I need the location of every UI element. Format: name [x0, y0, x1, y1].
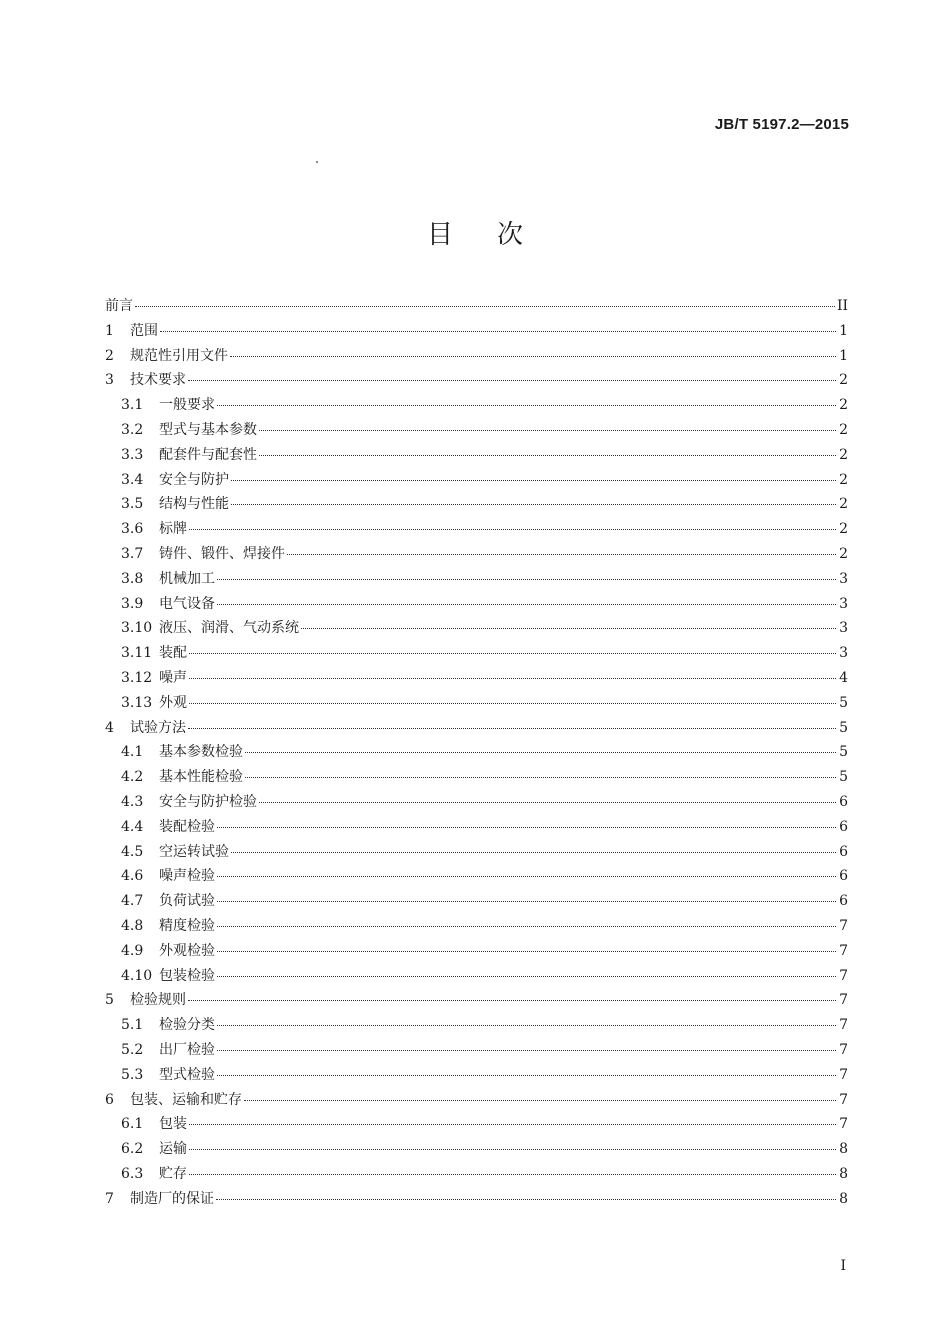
toc-entry-page: 7: [839, 1066, 848, 1083]
toc-entry-number: 3.7: [121, 545, 144, 562]
toc-entry[interactable]: [105, 517, 848, 542]
toc-entry[interactable]: [105, 889, 848, 914]
dot-leader: [217, 826, 836, 828]
dot-leader: [217, 578, 836, 580]
toc-entry-number: 6.2: [121, 1141, 144, 1158]
dot-leader: [188, 727, 836, 729]
toc-entry[interactable]: [105, 740, 848, 765]
toc-entry-number: 4.9: [121, 942, 144, 959]
toc-entry-title: 铸件、锻件、焊接件: [159, 545, 285, 562]
toc-entry-page: 7: [839, 1041, 848, 1058]
dot-leader: [217, 1074, 836, 1076]
dot-leader: [188, 379, 836, 381]
toc-entry-title: 试验方法: [130, 719, 186, 736]
toc-entry-page: 2: [839, 421, 848, 438]
toc-entry-title: 基本性能检验: [159, 769, 243, 786]
toc-entry-page: 2: [839, 397, 848, 414]
toc-entry-title: 型式与基本参数: [159, 421, 257, 438]
toc-entry-number: 6.1: [121, 1116, 144, 1133]
title-char-1: 目: [426, 220, 453, 250]
toc-entry-page: 7: [839, 967, 848, 984]
toc-entry-title: 检验规则: [130, 992, 186, 1009]
toc-entry[interactable]: [105, 368, 848, 393]
dot-leader: [216, 1198, 836, 1200]
toc-entry-page: 7: [839, 917, 848, 934]
toc-entry-number: 5.1: [121, 1017, 144, 1034]
toc-entry-page: 8: [839, 1165, 848, 1182]
toc-entry-page: 7: [839, 1116, 848, 1133]
toc-entry-number: 3.12: [121, 669, 153, 686]
toc-entry-number: 4.3: [121, 793, 144, 810]
toc-entry-page: 7: [839, 1017, 848, 1034]
toc-entry-title: 型式检验: [159, 1066, 215, 1083]
toc-entry-title: 包装检验: [159, 967, 215, 984]
dot-leader: [245, 751, 836, 753]
table-of-contents: [105, 294, 848, 1211]
toc-entry-title: 检验分类: [159, 1017, 215, 1034]
toc-entry[interactable]: [105, 815, 848, 840]
toc-entry-page: 8: [839, 1190, 848, 1207]
toc-entry-number: 3.11: [121, 645, 153, 662]
dot-leader: [259, 429, 836, 431]
toc-entry[interactable]: [105, 765, 848, 790]
toc-entry[interactable]: [105, 1088, 848, 1113]
toc-entry-title: 装配检验: [159, 818, 215, 835]
toc-entry-page: 4: [839, 669, 848, 686]
toc-entry-title: 机械加工: [159, 570, 215, 587]
scan-speck: [316, 161, 318, 163]
dot-leader: [231, 851, 836, 853]
toc-entry-title: 噪声检验: [159, 868, 215, 885]
toc-entry-page: 6: [839, 818, 848, 835]
dot-leader: [259, 454, 836, 456]
toc-entry-page: 2: [839, 372, 848, 389]
toc-entry[interactable]: [105, 592, 848, 617]
document-code: JB/T 5197.2—2015: [714, 116, 849, 133]
page-number: I: [840, 1258, 846, 1274]
toc-entry[interactable]: [105, 641, 848, 666]
dot-leader: [135, 305, 835, 307]
toc-entry-title: 配套件与配套性: [159, 446, 257, 463]
dot-leader: [217, 925, 836, 927]
dot-leader: [231, 479, 836, 481]
toc-entry-number: 6.3: [121, 1165, 144, 1182]
toc-entry-number: 4.6: [121, 868, 144, 885]
dot-leader: [245, 776, 836, 778]
toc-entry-number: 3.1: [121, 397, 144, 414]
toc-entry-page: 3: [839, 570, 848, 587]
toc-entry-title: 一般要求: [159, 397, 215, 414]
dot-leader: [301, 627, 836, 629]
toc-entry-page: 7: [839, 942, 848, 959]
dot-leader: [230, 355, 836, 357]
toc-entry-page: 8: [839, 1141, 848, 1158]
toc-entry[interactable]: [105, 666, 848, 691]
toc-entry-page: 5: [839, 719, 848, 736]
toc-entry-page: 2: [839, 545, 848, 562]
toc-entry[interactable]: [105, 418, 848, 443]
toc-entry[interactable]: [105, 1038, 848, 1063]
dot-leader: [188, 999, 836, 1001]
toc-entry-number: 3.3: [121, 446, 144, 463]
toc-entry[interactable]: [105, 294, 848, 319]
toc-entry-number: 5.2: [121, 1041, 144, 1058]
toc-entry[interactable]: [105, 1112, 848, 1137]
toc-entry-page: 2: [839, 496, 848, 513]
toc-entry-number: 3.5: [121, 496, 144, 513]
toc-entry-title: 结构与性能: [159, 496, 229, 513]
toc-entry[interactable]: [105, 393, 848, 418]
toc-entry-number: 5.3: [121, 1066, 144, 1083]
toc-entry-number: 3.4: [121, 471, 144, 488]
toc-entry[interactable]: [105, 1137, 848, 1162]
toc-entry-title: 包装、运输和贮存: [130, 1091, 242, 1108]
dot-leader: [217, 875, 836, 877]
toc-entry-number: 5: [105, 992, 114, 1009]
dot-leader: [189, 1148, 836, 1150]
toc-entry-page: 7: [839, 992, 848, 1009]
toc-entry-page: 3: [839, 645, 848, 662]
toc-entry-number: 3: [105, 372, 114, 389]
toc-entry-title: 范围: [130, 322, 158, 339]
dot-leader: [217, 900, 836, 902]
toc-entry[interactable]: [105, 1187, 848, 1212]
toc-entry-title: 贮存: [159, 1165, 187, 1182]
toc-entry-page: 6: [839, 843, 848, 860]
toc-entry-page: 2: [839, 521, 848, 538]
toc-entry[interactable]: [105, 864, 848, 889]
toc-entry[interactable]: [105, 344, 848, 369]
toc-entry-title: 负荷试验: [159, 893, 215, 910]
dot-leader: [231, 503, 836, 505]
toc-entry[interactable]: [105, 567, 848, 592]
dot-leader: [287, 553, 836, 555]
toc-entry-number: 3.10: [121, 620, 153, 637]
toc-entry-title: 技术要求: [130, 372, 186, 389]
toc-entry-page: 1: [839, 322, 848, 339]
toc-entry-number: 4.10: [121, 967, 153, 984]
toc-entry-page: 2: [839, 471, 848, 488]
toc-entry[interactable]: [105, 939, 848, 964]
toc-entry-title: 出厂检验: [159, 1041, 215, 1058]
toc-entry-page: 6: [839, 793, 848, 810]
toc-entry[interactable]: [105, 492, 848, 517]
toc-entry-number: 6: [105, 1091, 114, 1108]
toc-entry-title: 前言: [105, 298, 133, 314]
toc-entry-title: 液压、润滑、气动系统: [159, 620, 299, 637]
toc-entry-page: 3: [839, 620, 848, 637]
toc-entry[interactable]: [105, 542, 848, 567]
toc-entry-title: 精度检验: [159, 917, 215, 934]
toc-entry-page: 5: [839, 744, 848, 761]
dot-leader: [217, 603, 836, 605]
toc-entry-page: 6: [839, 868, 848, 885]
dot-leader: [217, 1024, 836, 1026]
dot-leader: [217, 404, 836, 406]
toc-entry-title: 标牌: [159, 521, 187, 538]
toc-entry-title: 制造厂的保证: [130, 1190, 214, 1207]
toc-entry[interactable]: [105, 914, 848, 939]
toc-entry-title: 外观: [159, 694, 187, 711]
toc-entry-page: II: [836, 298, 848, 314]
toc-entry-title: 运输: [159, 1141, 187, 1158]
dot-leader: [217, 975, 836, 977]
toc-entry[interactable]: [105, 616, 848, 641]
toc-entry[interactable]: [105, 840, 848, 865]
dot-leader: [217, 1049, 836, 1051]
toc-entry-number: 4.7: [121, 893, 144, 910]
toc-entry[interactable]: [105, 790, 848, 815]
toc-entry-number: 4.1: [121, 744, 144, 761]
toc-entry[interactable]: [105, 691, 848, 716]
toc-entry-number: 1: [105, 322, 114, 339]
toc-entry-number: 4.4: [121, 818, 144, 835]
dot-leader: [217, 950, 836, 952]
dot-leader: [189, 702, 836, 704]
toc-entry-page: 5: [839, 769, 848, 786]
toc-entry-number: 4.8: [121, 917, 144, 934]
toc-entry-number: 3.13: [121, 694, 153, 711]
toc-entry-title: 安全与防护检验: [159, 793, 257, 810]
toc-entry-page: 7: [839, 1091, 848, 1108]
dot-leader: [189, 528, 836, 530]
toc-entry-number: 3.8: [121, 570, 144, 587]
toc-entry[interactable]: [105, 319, 848, 344]
toc-entry-number: 3.9: [121, 595, 144, 612]
toc-entry-title: 安全与防护: [159, 471, 229, 488]
toc-entry-number: 4.5: [121, 843, 144, 860]
toc-entry[interactable]: [105, 468, 848, 493]
toc-entry[interactable]: [105, 988, 848, 1013]
toc-entry[interactable]: [105, 443, 848, 468]
toc-entry-title: 外观检验: [159, 942, 215, 959]
toc-entry-number: 4: [105, 719, 114, 736]
toc-entry-title: 装配: [159, 645, 187, 662]
page-title: [0, 214, 950, 251]
toc-entry-page: 5: [839, 694, 848, 711]
toc-entry-number: 4.2: [121, 769, 144, 786]
toc-entry[interactable]: [105, 716, 848, 741]
toc-entry-page: 1: [839, 347, 848, 364]
toc-entry[interactable]: [105, 1063, 848, 1088]
dot-leader: [160, 330, 836, 332]
toc-entry-number: 2: [105, 347, 114, 364]
toc-entry-title: 噪声: [159, 669, 187, 686]
dot-leader: [189, 677, 836, 679]
title-char-2: 次: [497, 220, 524, 250]
toc-entry-number: 3.6: [121, 521, 144, 538]
dot-leader: [244, 1099, 836, 1101]
toc-entry[interactable]: [105, 1013, 848, 1038]
toc-entry-page: 3: [839, 595, 848, 612]
toc-entry-title: 包装: [159, 1116, 187, 1133]
toc-entry-title: 空运转试验: [159, 843, 229, 860]
dot-leader: [189, 652, 836, 654]
toc-entry-page: 6: [839, 893, 848, 910]
toc-entry-page: 2: [839, 446, 848, 463]
dot-leader: [189, 1173, 836, 1175]
toc-entry-title: 规范性引用文件: [130, 347, 228, 364]
toc-entry[interactable]: [105, 964, 848, 989]
toc-entry[interactable]: [105, 1162, 848, 1187]
toc-entry-number: 3.2: [121, 421, 144, 438]
toc-entry-title: 电气设备: [159, 595, 215, 612]
toc-entry-number: 7: [105, 1190, 114, 1207]
dot-leader: [189, 1123, 836, 1125]
dot-leader: [259, 801, 836, 803]
toc-entry-title: 基本参数检验: [159, 744, 243, 761]
